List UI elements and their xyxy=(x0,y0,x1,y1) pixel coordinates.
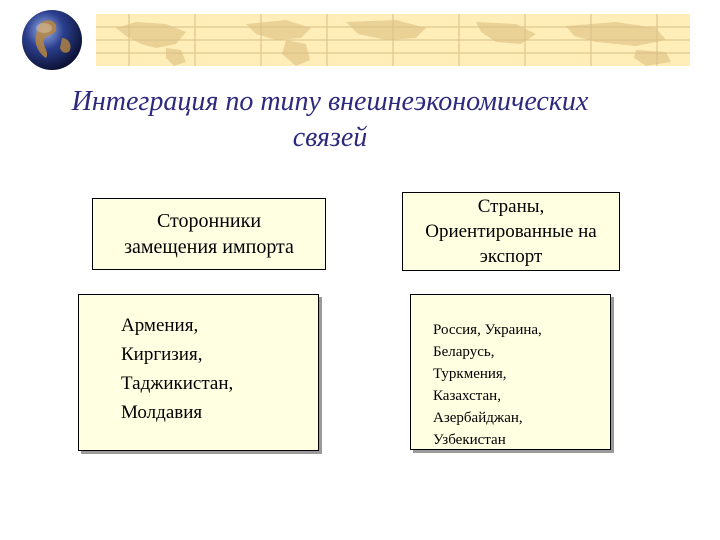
title-line-1: Интеграция по типу внешнеэкономических xyxy=(71,86,589,117)
right-country-list xyxy=(410,294,611,450)
right-header-line-3: экспорт xyxy=(479,246,543,267)
title-line-2: связей xyxy=(292,122,368,153)
list-item: Россия, Украина, xyxy=(433,322,542,338)
world-map-grid xyxy=(96,14,690,66)
list-item: Таджикистан, xyxy=(121,373,234,394)
right-header-line-2: Ориентированные на xyxy=(425,221,597,242)
list-item: Азербайджан, xyxy=(433,410,523,426)
slide-title xyxy=(0,84,660,156)
left-header-line-1: Сторонники xyxy=(156,210,262,232)
left-header-line-2: замещения импорта xyxy=(124,236,294,258)
globe-icon xyxy=(20,8,84,72)
list-item: Беларусь, xyxy=(433,344,495,360)
list-item: Туркмения, xyxy=(433,366,507,382)
list-item: Казахстан, xyxy=(433,388,501,404)
right-header-box xyxy=(402,192,620,271)
list-item: Молдавия xyxy=(121,402,203,423)
list-item: Киргизия, xyxy=(121,344,203,365)
list-item: Армения, xyxy=(121,315,199,336)
left-header-box xyxy=(92,198,326,270)
world-map-header xyxy=(96,14,690,66)
right-header-line-1: Страны, xyxy=(477,196,545,217)
left-country-list xyxy=(78,294,319,451)
list-item: Узбекистан xyxy=(433,432,506,448)
